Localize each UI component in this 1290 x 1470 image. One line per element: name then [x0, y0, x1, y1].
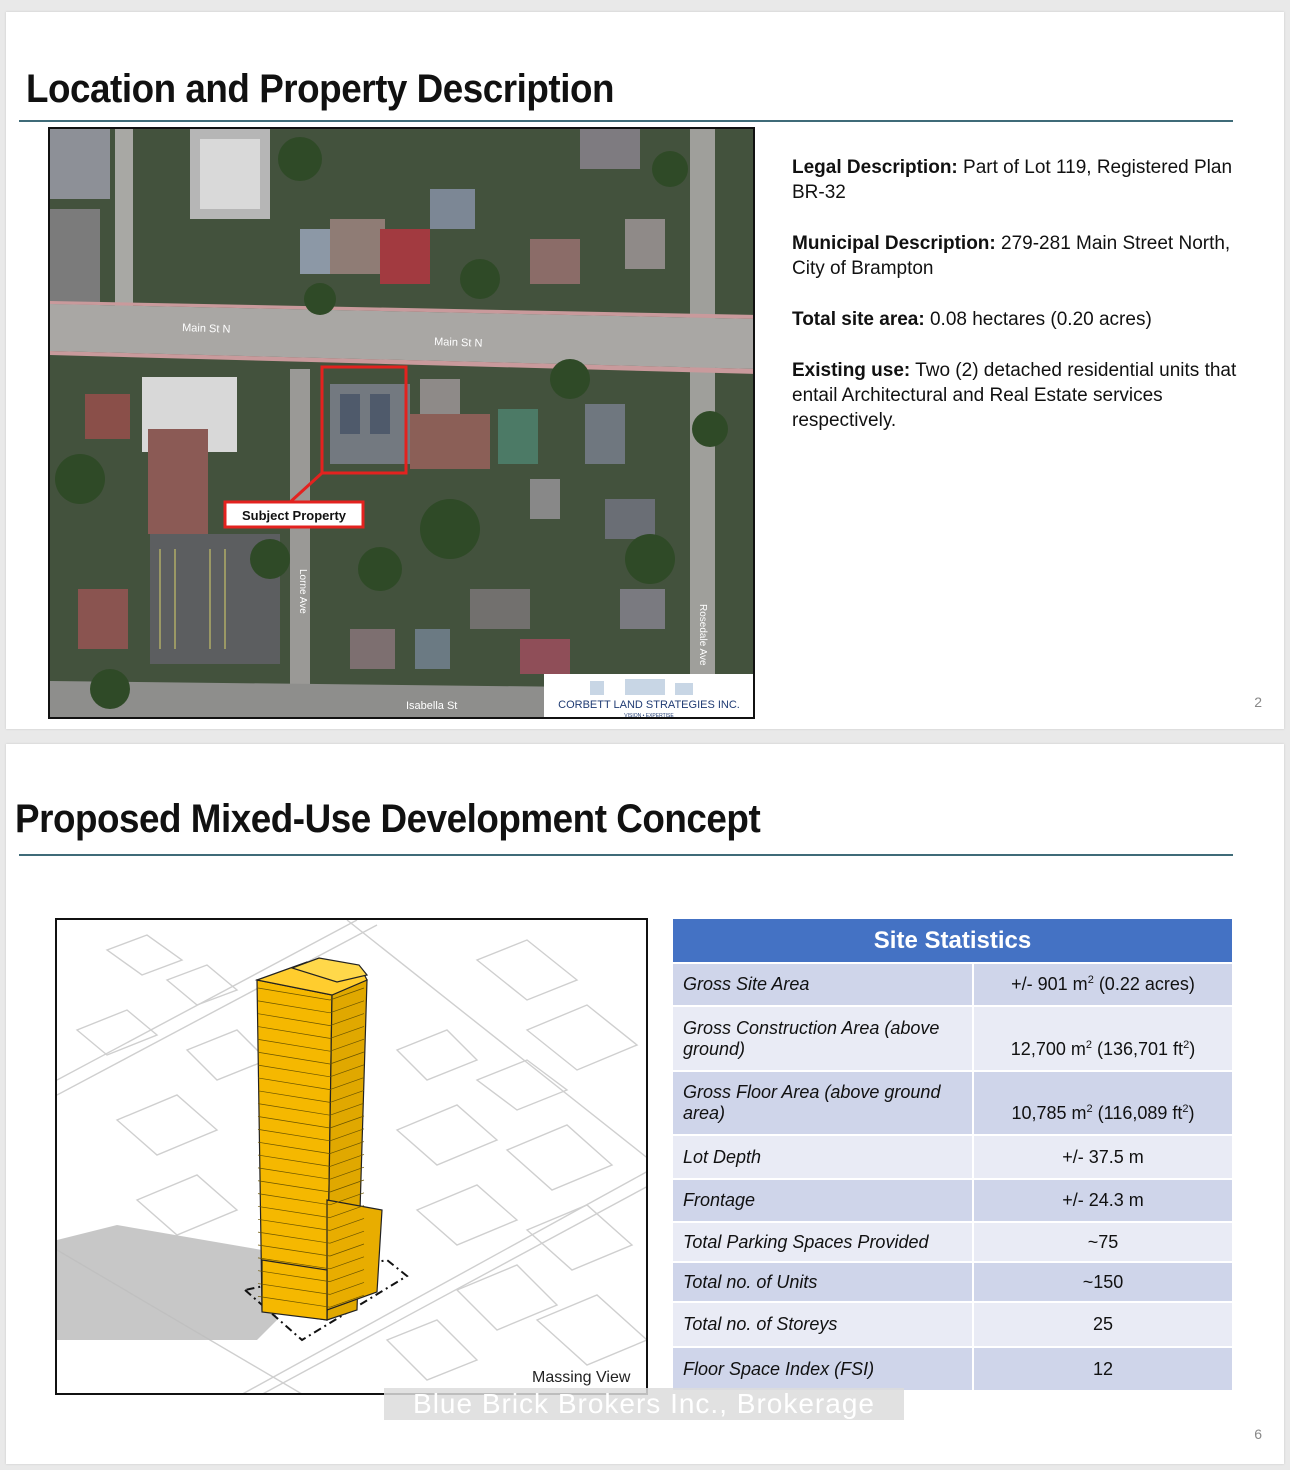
- title-rule: [19, 120, 1233, 122]
- table-row: Total no. of Units ~150: [673, 1262, 1232, 1302]
- municipal-description: Municipal Description: 279-281 Main Street North, City of Brampton: [792, 233, 1231, 279]
- aerial-map: [48, 127, 755, 719]
- subject-property-label: Subject Property: [241, 508, 347, 523]
- corbett-logo-tagline: VISION • EXPERTISE: [624, 713, 674, 719]
- map-label-rosedale: Rosedale Ave: [697, 604, 708, 666]
- watermark: Blue Brick Brokers Inc., Brokerage: [384, 1388, 904, 1420]
- title-rule: [19, 854, 1233, 856]
- legal-description: Legal Description: Part of Lot 119, Registered Plan BR-32: [792, 157, 1233, 203]
- table-row: Lot Depth +/- 37.5 m: [673, 1135, 1232, 1179]
- slide-location: [6, 12, 1284, 729]
- corbett-logo-text: CORBETT LAND STRATEGIES INC.: [558, 699, 740, 711]
- site-statistics-header: Site Statistics: [673, 919, 1232, 963]
- table-row: Total no. of Storeys 25: [673, 1302, 1232, 1347]
- map-label-isabella: Isabella St: [406, 700, 458, 712]
- property-description: [792, 155, 1252, 459]
- map-label-main-1: Main St N: [181, 322, 231, 336]
- table-row: Gross Site Area +/- 901 $m^2$ (0.22 acres): [673, 963, 1232, 1006]
- table-row: Frontage +/- 24.3 m: [673, 1179, 1232, 1222]
- map-label-lorne: Lorne Ave: [297, 569, 308, 614]
- slide-title: Proposed Mixed-Use Development Concept: [15, 797, 761, 841]
- existing-use: Existing use: Two (2) detached residential units that entail Architectural and Real Estate services respectively.: [792, 360, 1237, 431]
- page-number: 2: [1254, 694, 1262, 710]
- table-row: Floor Space Index (FSI) 12: [673, 1347, 1232, 1390]
- slide-concept: [6, 744, 1284, 1464]
- total-site-area: Total site area: 0.08 hectares (0.20 acres): [792, 309, 1152, 330]
- map-label-main-2: Main St N: [433, 336, 483, 350]
- table-row: Gross Floor Area (above ground area) 10,785 $m^2$ (116,089 $ft^2$): [673, 1071, 1232, 1135]
- site-statistics-table: [673, 919, 1232, 1390]
- massing-view: [55, 918, 648, 1395]
- massing-view-label: Massing View: [532, 1369, 631, 1386]
- table-row: Gross Construction Area (above ground) 12,700 $m^2$ (136,701 $ft^2$): [673, 1006, 1232, 1071]
- page-number: 6: [1254, 1426, 1262, 1442]
- slide-title: Location and Property Description: [26, 67, 615, 111]
- table-row: Total Parking Spaces Provided ~75: [673, 1222, 1232, 1262]
